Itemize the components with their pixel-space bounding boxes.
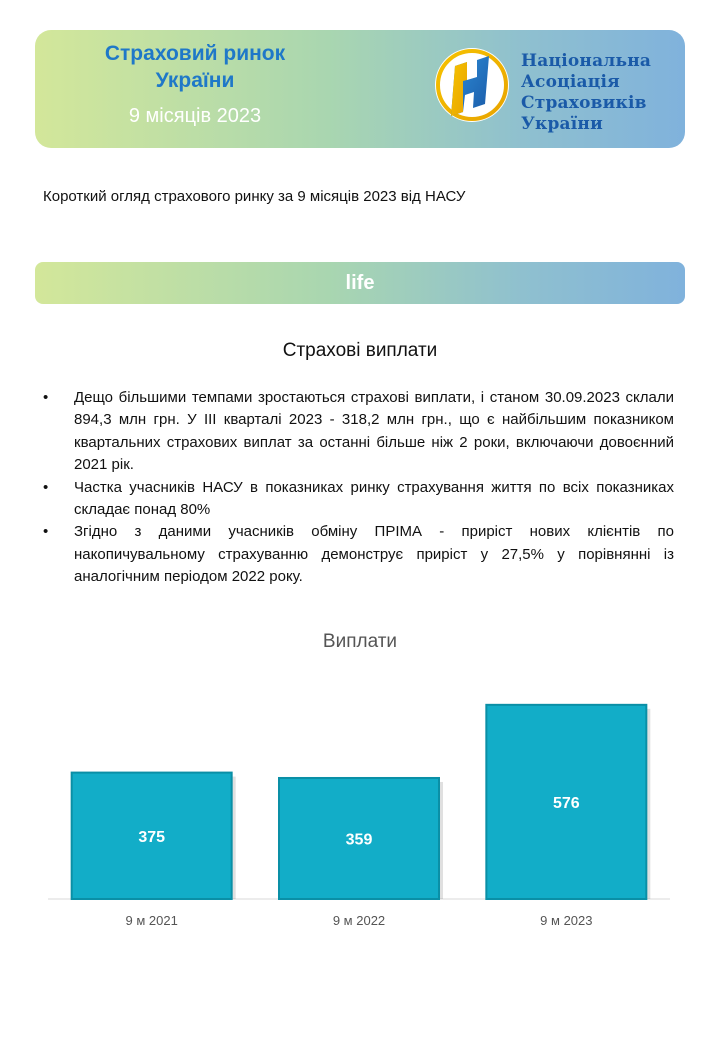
organization-name: Національна Асоціація Страховиків України [521, 51, 652, 134]
list-item: • Дещо більшими темпами зростаються страхові виплати, і станом 30.09.2023 склали 894,3 млн грн. У ІІІ кварталі 2023 - 318,2 млн грн., що є найбільшим показником квартальних страхових виплат за останні більше ніж 2 роки, включаючи довоєнний 2021 рік. [43, 389, 674, 474]
x-tick-label-2: 9 м 2023 [540, 913, 593, 928]
x-tick-label-0: 9 м 2021 [125, 913, 178, 928]
x-tick-label-1: 9 м 2022 [332, 913, 386, 928]
list-item: • Згідно з даними учасників обміну ПРІМА - приріст нових клієнтів по накопичувальному страхуванню демонструє приріст у 27,5% у порівнянні із аналогічним періодом 2022 року. [43, 523, 674, 586]
subsection-heading: Страхові виплати [282, 340, 438, 361]
section-label: life [345, 272, 375, 294]
data-label-0: 375 [138, 828, 166, 846]
intro-text: Короткий огляд страхового ринку за 9 місяців 2023 від НАСУ [43, 188, 466, 205]
bullet-icon: • [43, 523, 49, 541]
bullet-icon: • [43, 478, 49, 496]
report-title: Страховий ринок України [104, 42, 286, 92]
report-period: 9 місяців 2023 [128, 105, 262, 127]
list-item: • Частка учасників НАСУ в показниках ринку страхування життя по всіх показниках складає понад 80% [43, 478, 674, 519]
data-label-2: 576 [552, 794, 580, 812]
chart-title: Виплати [322, 631, 398, 652]
bullet-icon: • [43, 389, 49, 406]
data-label-1: 359 [345, 831, 373, 849]
